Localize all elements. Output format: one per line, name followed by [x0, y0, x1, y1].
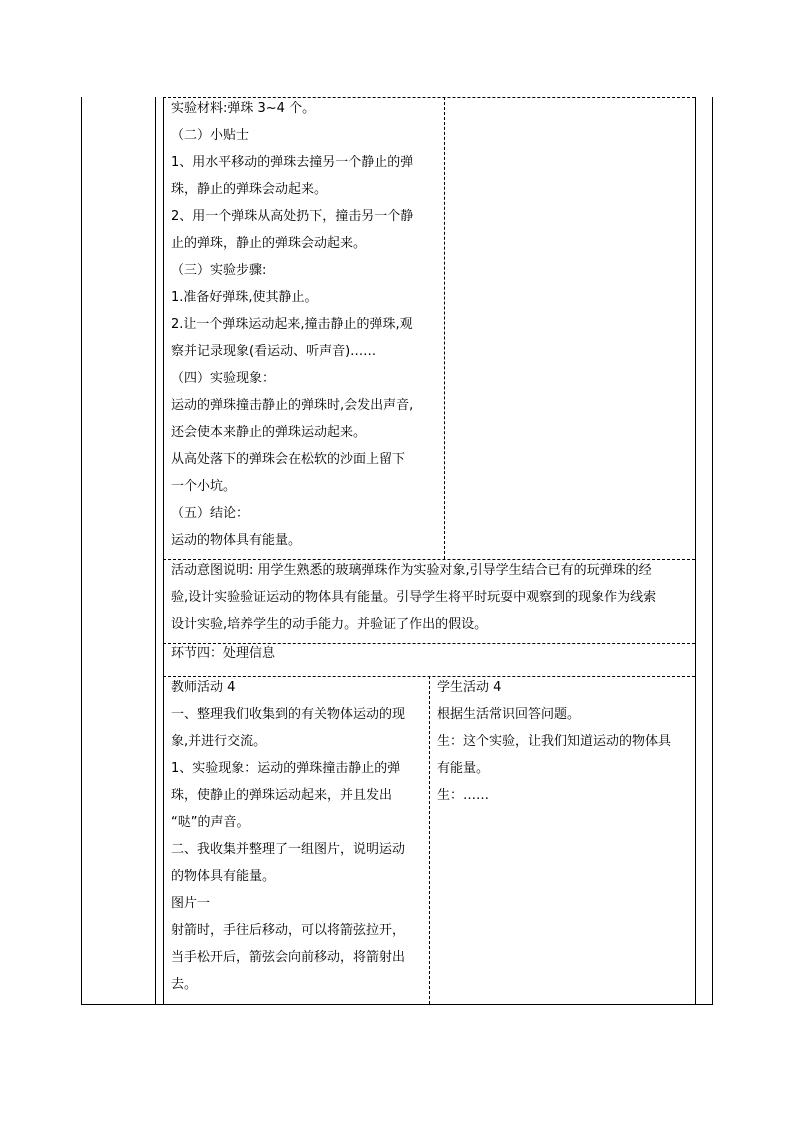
text-line: 2、用一个弹珠从高处扔下，撞击另一个静	[171, 209, 414, 224]
text-line: 2.让一个弹珠运动起来,撞击静止的弹珠,观	[171, 317, 413, 332]
col2-left-border	[155, 97, 156, 1005]
text-line: 察并记录现象(看运动、听声音)……	[171, 344, 377, 359]
text-line: 生：这个实验，让我们知道运动的物体具	[437, 734, 672, 749]
text-line: 验,设计实验验证运动的物体具有能量。引导学生将平时玩耍中观察到的现象作为线索	[171, 590, 657, 605]
text-line: 有能量。	[437, 761, 490, 776]
text-line: “哒”的声音。	[171, 815, 250, 830]
text-line: 学生活动 4	[437, 680, 502, 695]
outer-left-border	[81, 97, 82, 1005]
text-line: 从高处落下的弹珠会在松软的沙面上留下	[171, 452, 406, 467]
text-line: 实验材料:弹珠 3~4 个。	[171, 101, 316, 116]
text-line: 还会使本来静止的弹珠运动起来。	[171, 425, 367, 440]
text-line: （三）实验步骤:	[171, 263, 267, 278]
text-line: 活动意图说明: 用学生熟悉的玻璃弹珠作为实验对象,引导学生结合已有的玩弹珠的经	[171, 563, 652, 578]
text-line: 象,并进行交流。	[171, 734, 267, 749]
text-line: 一个小坑。	[171, 479, 237, 494]
text-line: 运动的物体具有能量。	[171, 533, 302, 548]
text-line: 1、用水平移动的弹珠去撞另一个静止的弹	[171, 155, 414, 170]
text-line: 的物体具有能量。	[171, 869, 276, 884]
upper-divider-dashed	[444, 97, 445, 559]
text-line: 生：……	[437, 788, 490, 803]
col3-left-border	[163, 97, 164, 1005]
activity-divider-dashed	[429, 676, 430, 1004]
text-line: 根据生活常识回答问题。	[437, 707, 581, 722]
outer-right-border	[712, 97, 713, 1005]
text-line: （四）实验现象：	[171, 371, 276, 386]
text-line: 去。	[171, 977, 198, 992]
text-line: 图片一	[171, 896, 211, 911]
section-title: 环节四：处理信息	[171, 646, 276, 661]
col3-right-border	[695, 97, 696, 1005]
text-line: 设计实验,培养学生的动手能力。并验证了作出的假设。	[171, 617, 488, 632]
text-line: （二）小贴士	[171, 128, 250, 143]
text-line: 射箭时，手往后移动，可以将箭弦拉开，	[171, 923, 406, 938]
text-line: 二、我收集并整理了一组图片，说明运动	[171, 842, 406, 857]
text-line: 一、整理我们收集到的有关物体运动的现	[171, 707, 406, 722]
text-line: 止的弹珠，静止的弹珠会动起来。	[171, 236, 367, 251]
text-line: 1.准备好弹珠,使其静止。	[171, 290, 318, 305]
text-line: 教师活动 4	[171, 680, 236, 695]
text-line: 运动的弹珠撞击静止的弹珠时,会发出声音,	[171, 398, 414, 413]
text-line: 珠，使静止的弹珠运动起来，并且发出	[171, 788, 393, 803]
text-line: 1、实验现象：运动的弹珠撞击静止的弹	[171, 761, 401, 776]
text-line: 珠，静止的弹珠会动起来。	[171, 182, 328, 197]
bottom-border	[81, 1004, 713, 1005]
text-line: （五）结论：	[171, 506, 250, 521]
text-line: 当手松开后，箭弦会向前移动，将箭射出	[171, 950, 406, 965]
